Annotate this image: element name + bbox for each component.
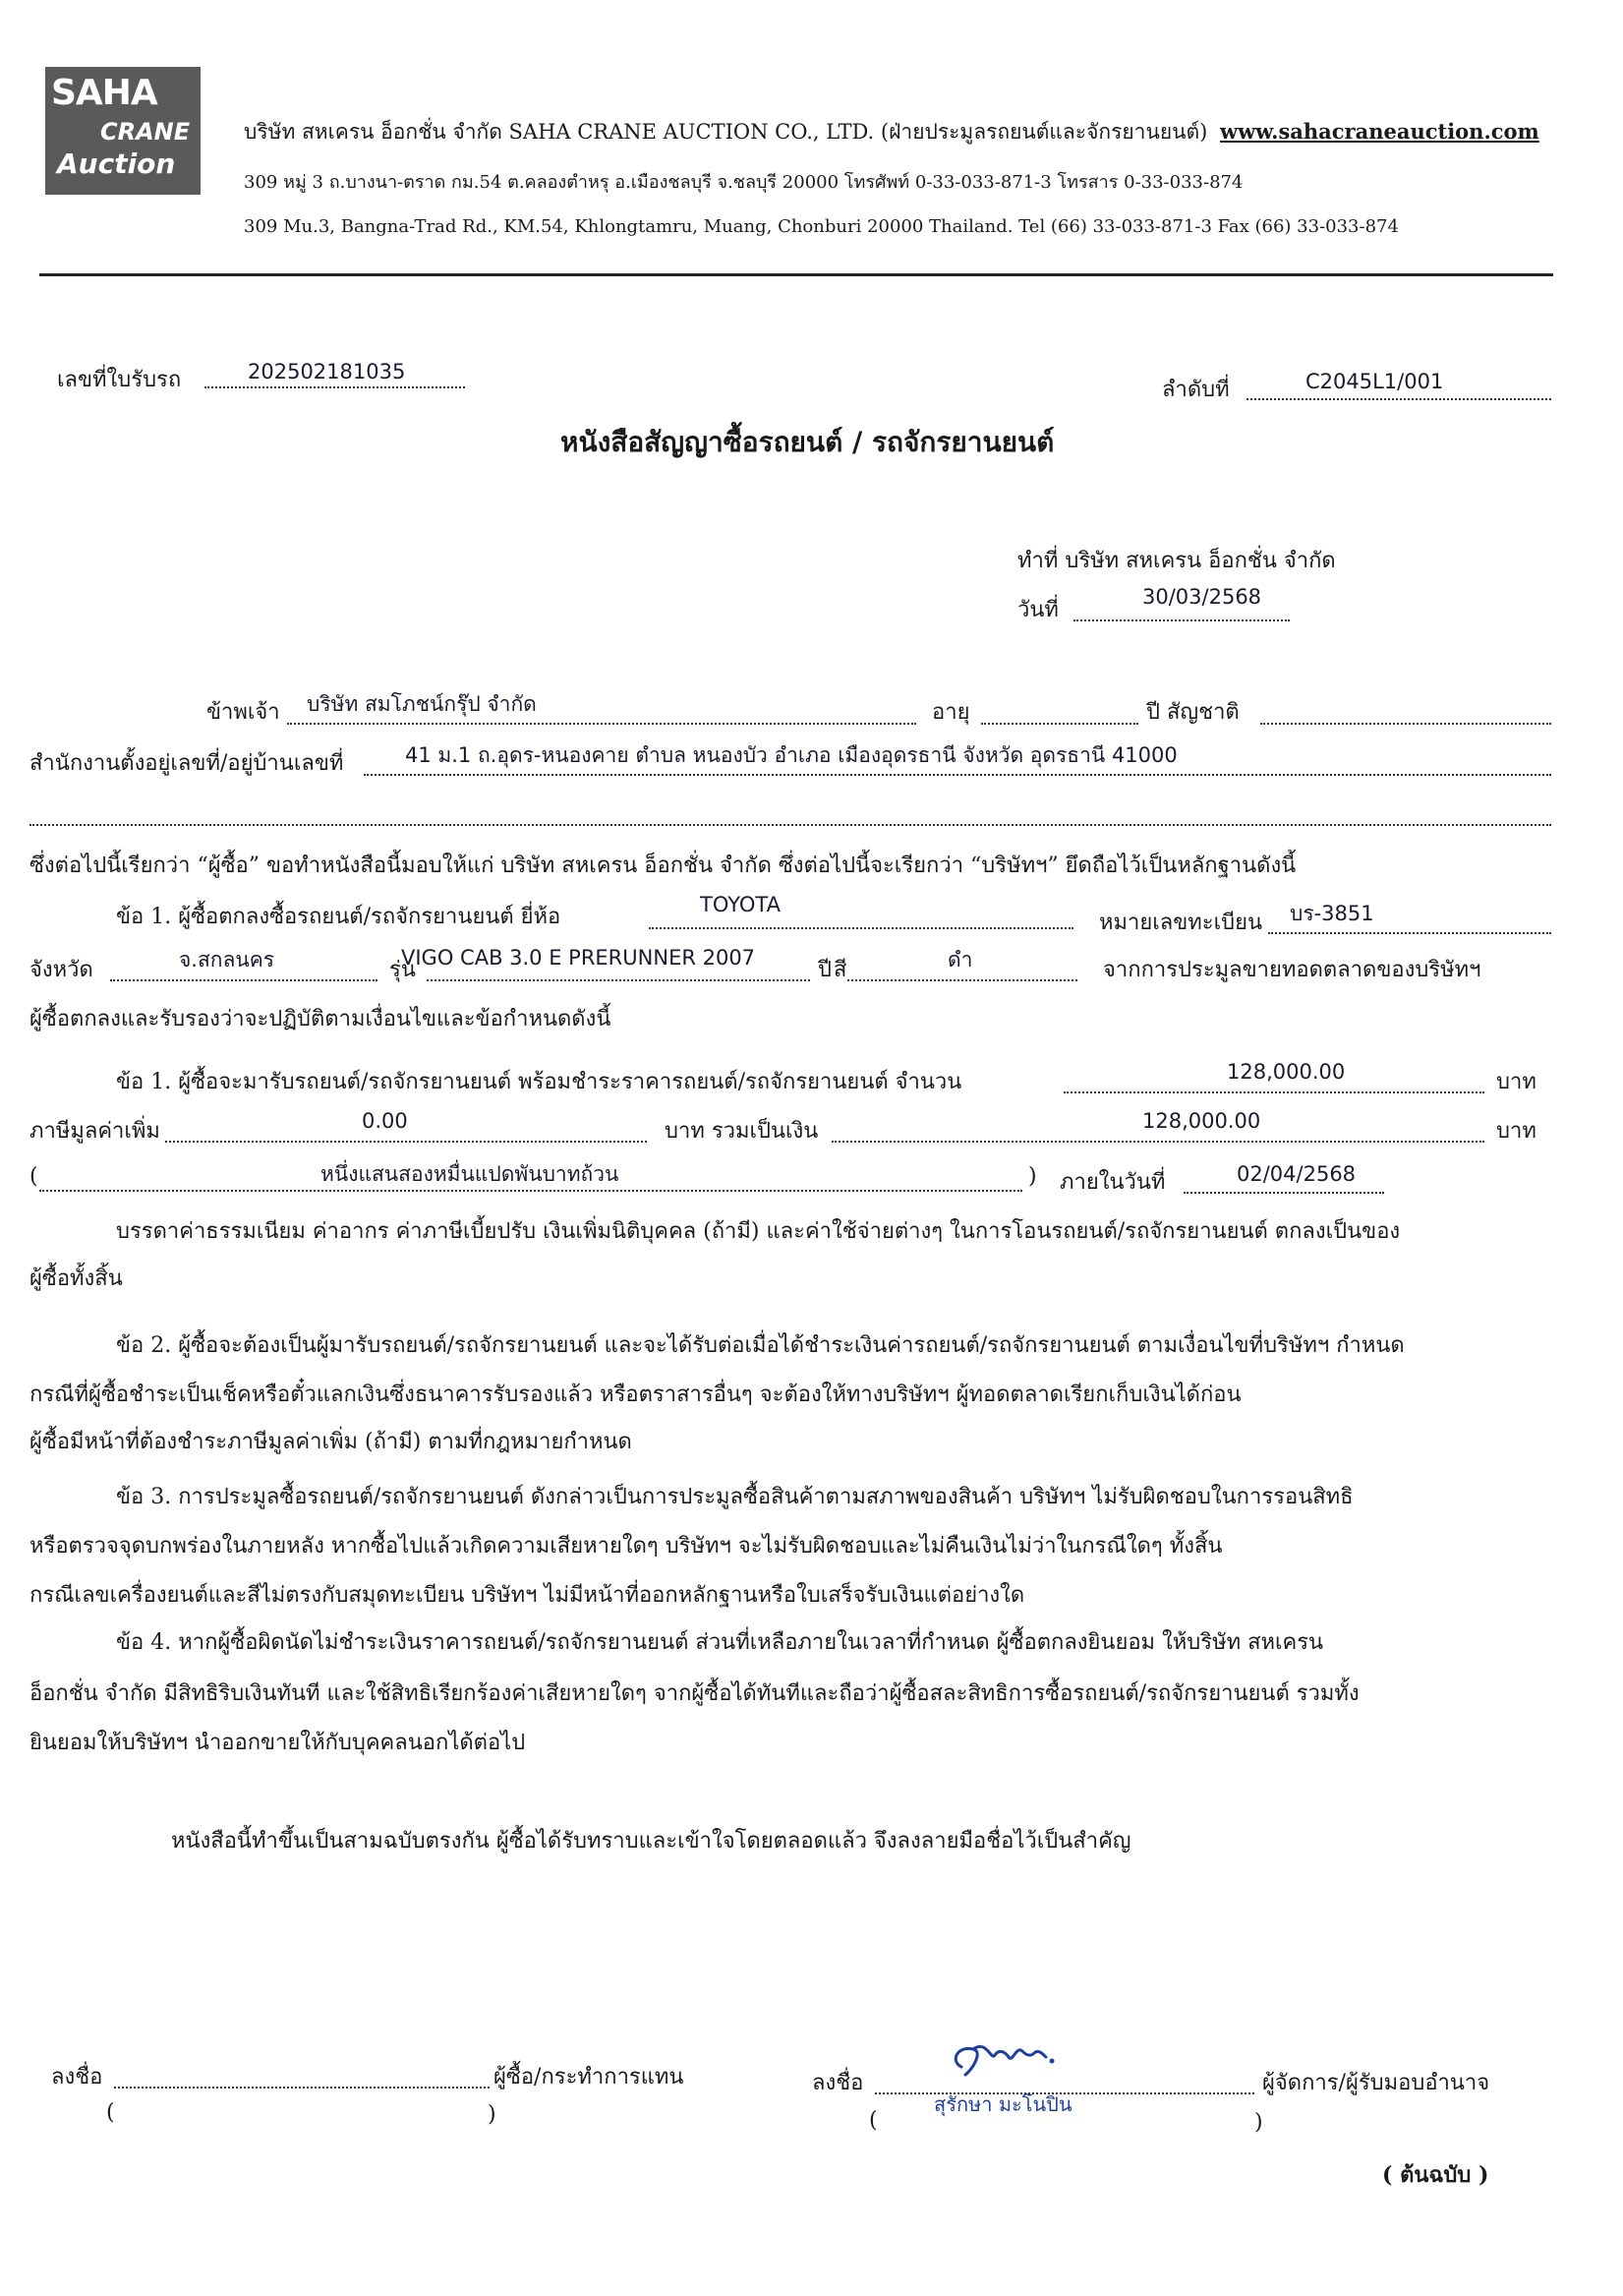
website-link[interactable]: www.sahacraneauction.com xyxy=(1220,119,1539,144)
receipt-dots xyxy=(204,386,465,388)
vat-dots xyxy=(165,1141,647,1143)
manager-signature xyxy=(944,2031,1081,2087)
made-date-dots xyxy=(1073,619,1290,621)
color-dots xyxy=(863,979,1077,981)
plate-dots xyxy=(1268,932,1551,934)
buyer-sign-label: ลงชื่อ xyxy=(51,2065,103,2090)
amount-dots xyxy=(1064,1091,1484,1093)
clause-4-line1: ข้อ 4. หากผู้ซื้อผิดนัดไม่ชำระเงินราคารถยนต์/รถจักรยานยนต์ ส่วนที่เหลือภายในเวลาที่กำหนด ผู้ซื้อตกลงยินยอม ให้บริษัท สหเครน xyxy=(116,1630,1324,1655)
receipt-number: 202502181035 xyxy=(248,360,406,383)
baht-label-1: บาท xyxy=(1496,1070,1536,1094)
total-amount: 128,000.00 xyxy=(1142,1109,1261,1133)
due-dots xyxy=(1184,1192,1384,1194)
manager-paren-close: ) xyxy=(1254,2110,1263,2135)
made-date-value: 30/03/2568 xyxy=(1142,585,1262,609)
company-line xyxy=(244,116,1539,148)
buyer-sign-dots xyxy=(114,2087,490,2089)
due-date: 02/04/2568 xyxy=(1237,1162,1357,1186)
made-at-label: ทำที่ บริษัท สหเครน อ็อกชั่น จำกัด xyxy=(1017,549,1336,573)
words-open: ( xyxy=(29,1164,38,1189)
original-copy-label: ( ต้นฉบับ ) xyxy=(1382,2162,1489,2188)
brand-dots xyxy=(649,927,1073,929)
color-label: สี xyxy=(834,958,847,982)
vehicle-model: VIGO CAB 3.0 E PRERUNNER 2007 xyxy=(401,946,756,970)
company-logo xyxy=(39,61,206,201)
address-dots-line2 xyxy=(29,824,1551,826)
address-label: สำนักงานตั้งอยู่เลขที่/อยู่บ้านเลขที่ xyxy=(29,751,344,776)
document-title: หนังสือสัญญาซื้อรถยนต์ / รถจักรยานยนต์ xyxy=(560,426,1055,458)
manager-sign-label: ลงชื่อ xyxy=(812,2071,864,2095)
clause-4-line2: อ็อกชั่น จำกัด มีสิทธิริบเงินทันที และใช้สิทธิเรียกร้องค่าเสียหายใดๆ จากผู้ซื้อได้ทันทีและถือว่าผู้ซื้อสละสิทธิการซื้อรถยนต์/รถจักรยานยนต์ รวมทั้ง xyxy=(29,1681,1360,1706)
vehicle-plate: บร-3851 xyxy=(1290,902,1374,925)
clause-2-line2: กรณีที่ผู้ซื้อชำระเป็นเช็คหรือตั๋วแลกเงินซึ่งธนาคารรับรองแล้ว หรือตราสารอื่นๆ จะต้องให้ทางบริษัทฯ ผู้ทอดตลาดเรียกเก็บเงินได้ก่อน xyxy=(29,1383,1242,1407)
company-name: บริษัท สหเครน อ็อกชั่น จำกัด SAHA CRANE AUCTION CO., LTD. (ฝ่ายประมูลรถยนต์และจักรยานยนต์) xyxy=(244,120,1208,144)
buyer-name: บริษัท สมโภชน์กรุ๊ป จำกัด xyxy=(307,692,537,716)
logo-word-crane: CRANE xyxy=(100,118,191,146)
manager-role: ผู้จัดการ/ผู้รับมอบอำนาจ xyxy=(1262,2071,1490,2095)
clause-3-line3: กรณีเลขเครื่องยนต์และสีไม่ตรงกับสมุดทะเบียน บริษัทฯ ไม่มีหน้าที่ออกหลักฐานหรือใบเสร็จรับเงินแต่อย่างใด xyxy=(29,1583,1025,1608)
clause-3-line1: ข้อ 3. การประมูลซื้อรถยนต์/รถจักรยานยนต์ ดังกล่าวเป็นการประมูลซื้อสินค้าตามสภาพของสินค้า บริษัทฯ ไม่รับผิดชอบในการรอนสิทธิ xyxy=(116,1485,1354,1509)
agree-text: ผู้ซื้อตกลงและรับรองว่าจะปฏิบัติตามเงื่อนไขและข้อกำหนดดังนี้ xyxy=(29,1007,611,1031)
sequence-dots xyxy=(1246,398,1551,400)
closing-statement: หนังสือนี้ทำขึ้นเป็นสามฉบับตรงกัน ผู้ซื้อได้รับทราบและเข้าใจโดยตลอดแล้ว จึงลงลายมือชื่อไว้เป็นสำคัญ xyxy=(171,1829,1131,1854)
auction-tail: จากการประมูลขายทอดตลาดของบริษัทฯ xyxy=(1103,958,1481,982)
header-divider xyxy=(39,273,1553,276)
vehicle-color: ดำ xyxy=(948,948,973,971)
nationality-dots xyxy=(1260,723,1551,725)
due-label: ภายในวันที่ xyxy=(1060,1170,1166,1195)
manager-paren-open: ( xyxy=(869,2108,878,2133)
year-label: ปี xyxy=(818,958,832,982)
plate-label: หมายเลขทะเบียน xyxy=(1099,911,1263,935)
age-dots xyxy=(981,723,1138,725)
province-label: จังหวัด xyxy=(29,958,93,982)
total-dots xyxy=(832,1141,1484,1143)
logo-word-saha: SAHA xyxy=(51,73,157,113)
address-english: 309 Mu.3, Bangna-Trad Rd., KM.54, Khlongtamru, Muang, Chonburi 20000 Thailand. Tel (66) 33-033-871-3 Fax (66) 33-033-874 xyxy=(244,216,1399,237)
clause-3-line2: หรือตรวจจุดบกพร่องในภายหลัง หากซื้อไปแล้วเกิดความเสียหายใดๆ บริษัทฯ จะไม่รับผิดชอบและไม่คืนเงินไม่ว่าในกรณีใดๆ ทั้งสิ้น xyxy=(29,1534,1223,1559)
buyer-name-dots xyxy=(287,723,916,725)
intro-text: ซึ่งต่อไปนี้เรียกว่า “ผู้ซื้อ” ขอทำหนังสือนี้มอบให้แก่ บริษัท สหเครน อ็อกชั่น จำกัด ซึ่งต่อไปนี้จะเรียกว่า “บริษัทฯ” ยึดถือไว้เป็นหลักฐานดังนี้ xyxy=(29,854,1297,878)
total-label: บาท รวมเป็นเงิน xyxy=(665,1119,819,1144)
clause-2-line3: ผู้ซื้อมีหน้าที่ต้องชำระภาษีมูลค่าเพิ่ม (ถ้ามี) ตามที่กฎหมายกำหนด xyxy=(29,1430,632,1454)
receipt-label: เลขที่ใบรับรถ xyxy=(57,368,182,392)
buyer-address: 41 ม.1 ถ.อุดร-หนองคาย ตำบล หนองบัว อำเภอ เมืองอุดรธานี จังหวัด อุดรธานี 41000 xyxy=(405,743,1178,767)
clause-fees-line1: บรรดาค่าธรรมเนียม ค่าอากร ค่าภาษีเบี้ยปรับ เงินเพิ่มนิติบุคคล (ถ้ามี) และค่าใช้จ่ายต่างๆ ในการโอนรถยนต์/รถจักรยานยนต์ ตกลงเป็นของ xyxy=(116,1219,1401,1244)
baht-label-2: บาท xyxy=(1496,1119,1536,1144)
vat-amount: 0.00 xyxy=(362,1109,408,1133)
sequence-label: ลำดับที่ xyxy=(1162,378,1230,402)
clause-fees-line2: ผู้ซื้อทั้งสิ้น xyxy=(29,1266,123,1291)
payment-amount: 128,000.00 xyxy=(1227,1060,1346,1084)
sequence-number: C2045L1/001 xyxy=(1305,370,1444,393)
logo-word-auction: Auction xyxy=(57,147,176,180)
buyer-role: ผู้ซื้อ/กระทำการแทน xyxy=(493,2065,684,2090)
vehicle-clause-label: ข้อ 1. ผู้ซื้อตกลงซื้อรถยนต์/รถจักรยานยนต์ ยี่ห้อ xyxy=(116,905,561,929)
buyer-paren-open: ( xyxy=(106,2100,115,2125)
payment-clause-label: ข้อ 1. ผู้ซื้อจะมารับรถยนต์/รถจักรยานยนต์ พร้อมชำระราคารถยนต์/รถจักรยานยนต์ จำนวน xyxy=(116,1070,962,1094)
address-thai: 309 หมู่ 3 ถ.บางนา-ตราด กม.54 ต.คลองตำหรุ อ.เมืองชลบุรี จ.ชลบุรี 20000 โทรศัพท์ 0-33-033-871-3 โทรสาร 0-33-033-874 xyxy=(244,172,1244,193)
address-dots xyxy=(364,774,1551,776)
province-dots xyxy=(110,979,377,981)
age-label: อายุ xyxy=(932,700,970,725)
manager-name: สุรักษา มะโนปิน xyxy=(934,2092,1072,2116)
words-close: ) xyxy=(1028,1164,1037,1189)
model-label: รุ่น xyxy=(389,958,416,982)
clause-2-line1: ข้อ 2. ผู้ซื้อจะต้องเป็นผู้มารับรถยนต์/รถจักรยานยนต์ และจะได้รับต่อเมื่อได้ชำระเงินค่ารถยนต์/รถจักรยานยนต์ ตามเงื่อนไขที่บริษัทฯ กำหนด xyxy=(116,1333,1405,1358)
buyer-label: ข้าพเจ้า xyxy=(206,700,280,725)
nationality-label: ปี สัญชาติ xyxy=(1146,700,1240,725)
clause-4-line3: ยินยอมให้บริษัทฯ นำออกขายให้กับบุคคลนอกได้ต่อไป xyxy=(29,1731,526,1755)
made-date-label: วันที่ xyxy=(1017,598,1059,622)
model-dots xyxy=(427,979,810,981)
vehicle-brand: TOYOTA xyxy=(700,893,781,916)
vehicle-province: จ.สกลนคร xyxy=(179,948,275,971)
amount-in-words: หนึ่งแสนสองหมื่นแปดพันบาทถ้วน xyxy=(320,1162,619,1186)
buyer-paren-close: ) xyxy=(488,2102,496,2127)
vat-label: ภาษีมูลค่าเพิ่ม xyxy=(29,1119,160,1144)
